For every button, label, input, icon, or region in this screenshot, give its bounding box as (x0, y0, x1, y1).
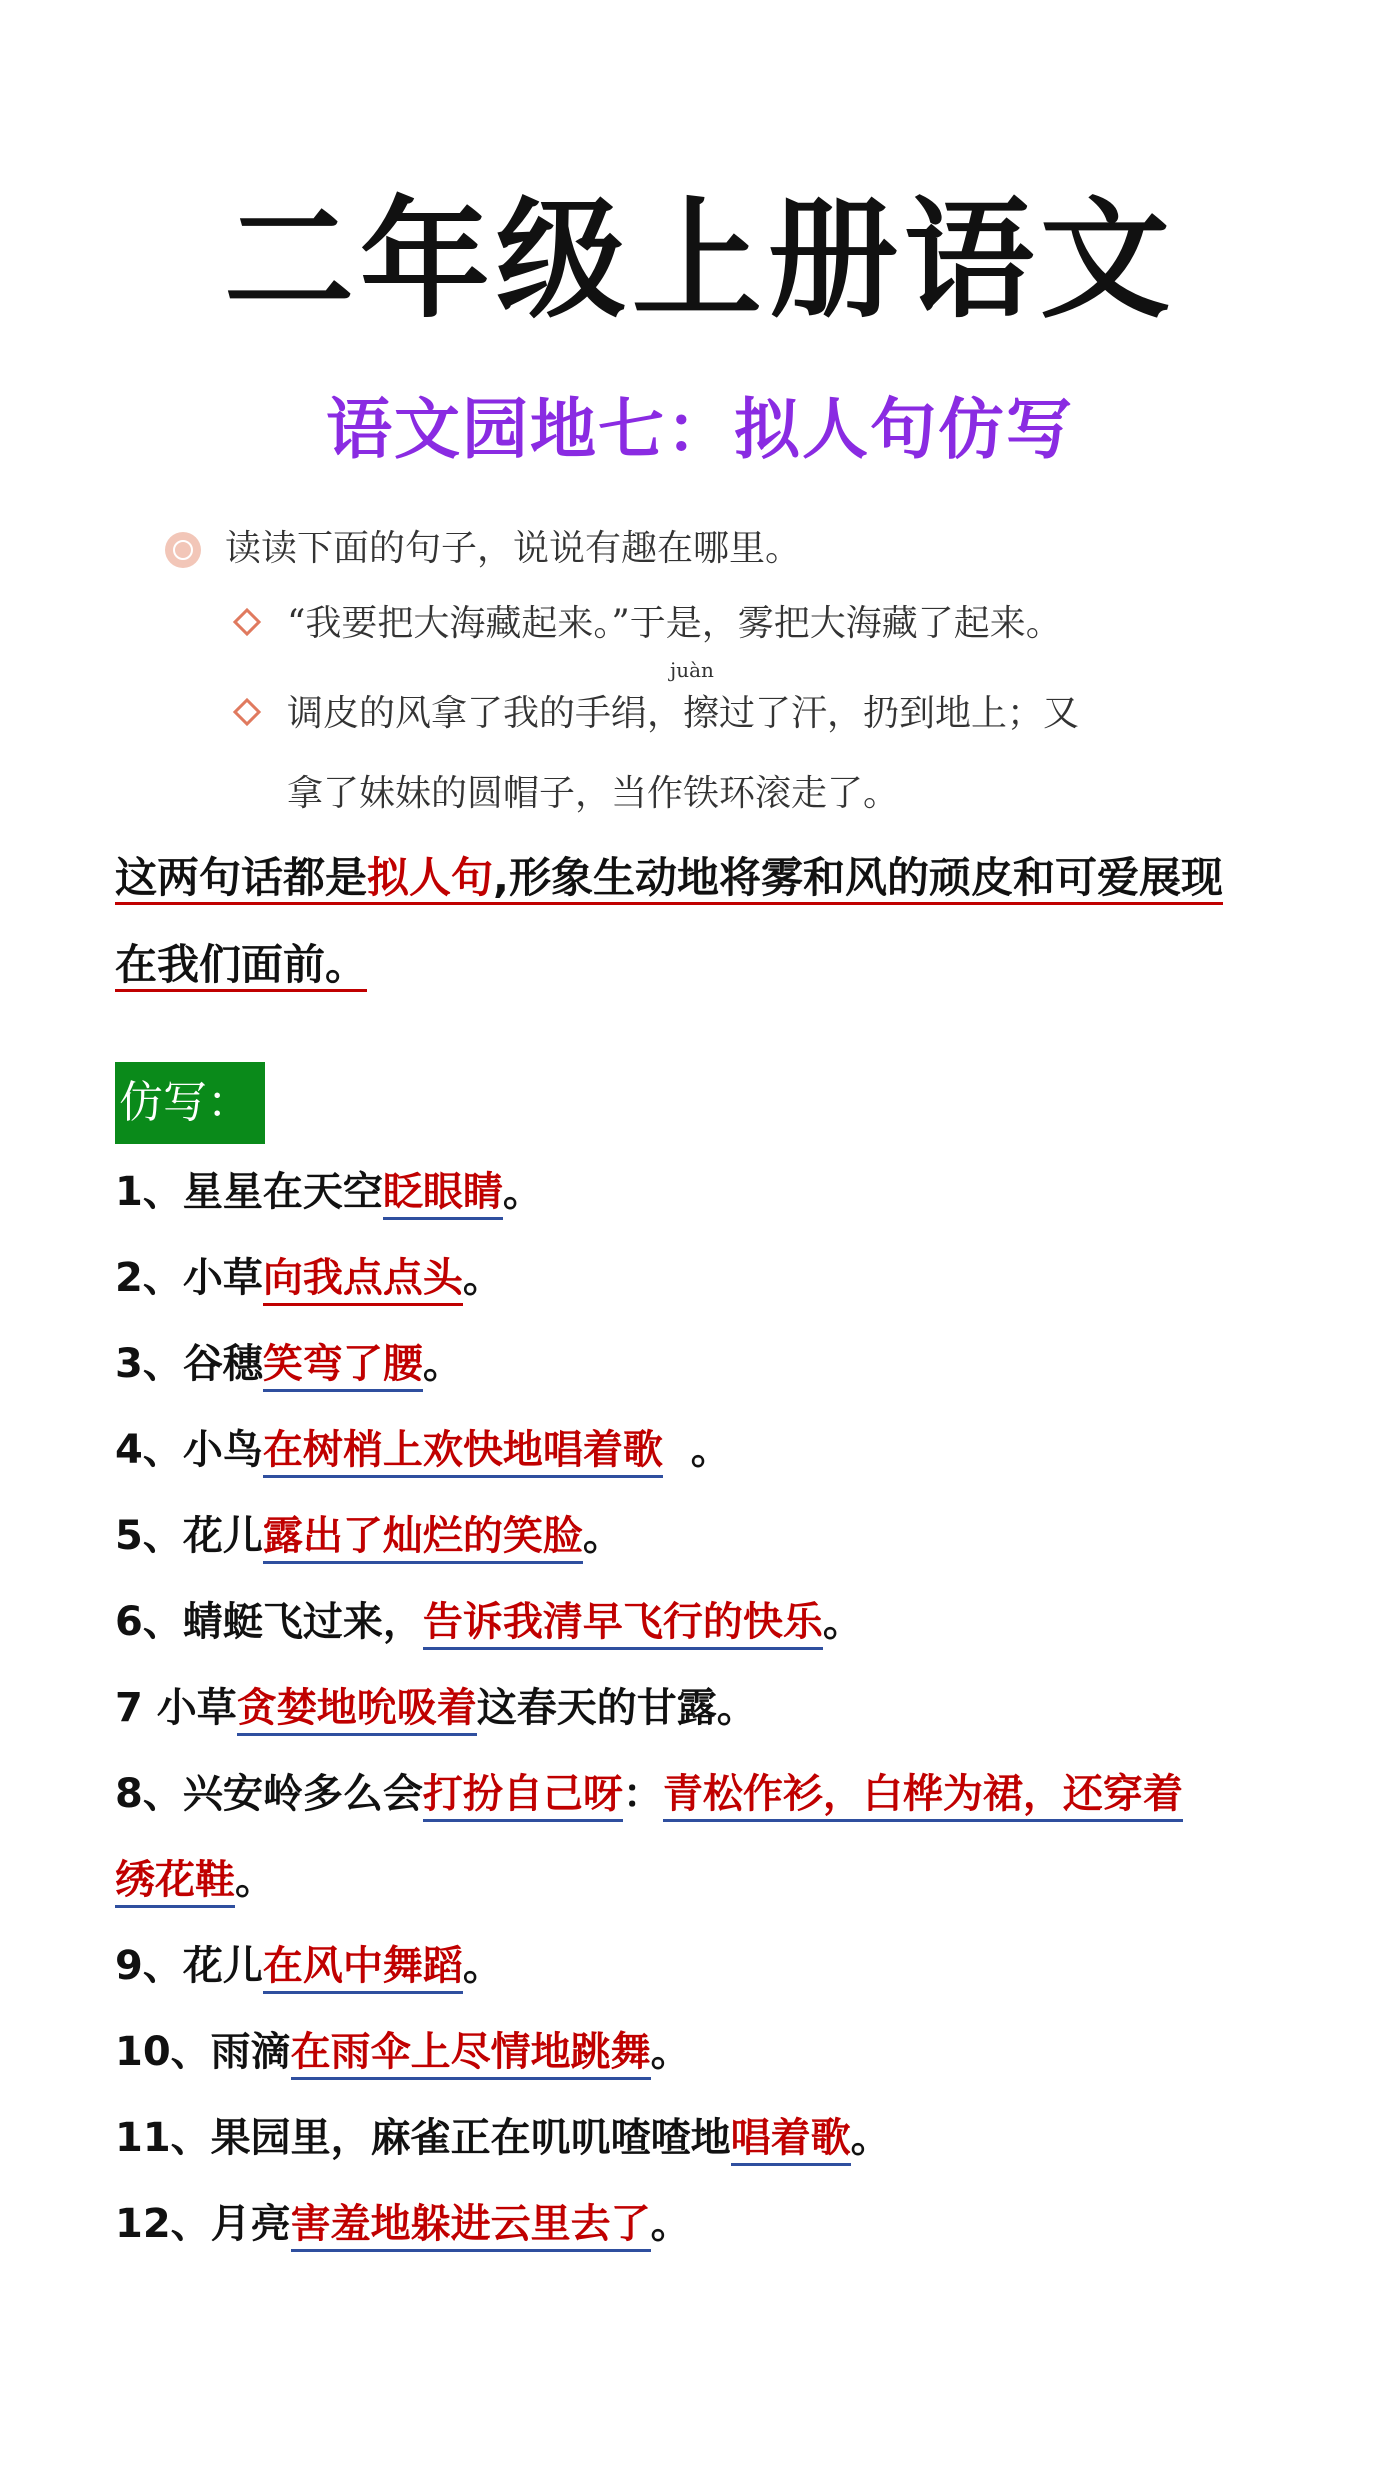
list-item: 2、小草向我点点头。 (115, 1248, 503, 1308)
summary-line-1 (115, 848, 1295, 908)
list-item: 12、月亮害羞地躲进云里去了。 (115, 2194, 691, 2254)
textbook-sentence-2-line-2: 拿了妹妹的圆帽子，当作铁环滚走了。 (287, 773, 900, 814)
summary-text: 这两句话都是 (115, 853, 368, 902)
imitate-label: 仿写： (115, 1062, 265, 1144)
list-item: 7 小草贪婪地吮吸着这春天的甘露。 (115, 1678, 757, 1738)
list-item-continued: 绣花鞋。 (115, 1850, 275, 1910)
answer-fill: 在树梢上欢快地唱着歌 (263, 1427, 663, 1478)
answer-fill: 告诉我清早飞行的快乐 (423, 1599, 823, 1650)
answer-fill: 眨眼睛 (383, 1169, 503, 1220)
answer-fill: 青松作衫，白桦为裙，还穿着 (663, 1771, 1183, 1822)
list-item: 4、小鸟在树梢上欢快地唱着歌 。 (115, 1420, 731, 1480)
answer-fill: 贪婪地吮吸着 (237, 1685, 477, 1736)
list-item: 10、雨滴在雨伞上尽情地跳舞。 (115, 2022, 691, 2082)
summary-text: 在我们面前。 (115, 940, 367, 992)
answer-fill: 在雨伞上尽情地跳舞 (291, 2029, 651, 2080)
page-title: 二年级上册语文 (223, 184, 1176, 336)
answer-fill: 绣花鞋 (115, 1857, 235, 1908)
answer-fill: 唱着歌 (731, 2115, 851, 2166)
answer-fill: 向我点点头 (263, 1255, 463, 1306)
instruction-text: 读读下面的句子，说说有趣在哪里。 (225, 528, 802, 569)
list-item: 5、花儿露出了灿烂的笑脸。 (115, 1506, 623, 1566)
textbook-sentence-1: “我要把大海藏起来。”于是，雾把大海藏了起来。 (287, 603, 1062, 644)
summary-text: ,形象生动地将雾和风的顽皮和可爱展现 (493, 853, 1223, 902)
answer-fill: 在风中舞蹈 (263, 1943, 463, 1994)
diamond-bullet-icon (233, 698, 261, 726)
answer-fill: 害羞地躲进云里去了 (291, 2201, 651, 2252)
answer-fill: 笑弯了腰 (263, 1341, 423, 1392)
list-item: 8、兴安岭多么会打扮自己呀：青松作衫，白桦为裙，还穿着 (115, 1764, 1183, 1824)
diamond-bullet-icon (233, 608, 261, 636)
summary-line-2 (115, 935, 1295, 995)
list-item: 11、果园里，麻雀正在叽叽喳喳地唱着歌。 (115, 2108, 891, 2168)
list-item: 9、花儿在风中舞蹈。 (115, 1936, 503, 1996)
textbook-sentence-2-line-1: 调皮的风拿了我的手绢，擦过了汗，扔到地上；又 (287, 693, 1080, 734)
list-item: 3、谷穗笑弯了腰。 (115, 1334, 463, 1394)
list-item: 1、星星在天空眨眼睛。 (115, 1162, 543, 1222)
answer-fill: 打扮自己呀 (423, 1771, 623, 1822)
page-subtitle: 语文园地七：拟人句仿写 (326, 391, 1074, 468)
summary-highlight: 拟人句 (367, 853, 494, 902)
list-item: 6、蜻蜓飞过来，告诉我清早飞行的快乐。 (115, 1592, 863, 1652)
answer-fill: 露出了灿烂的笑脸 (263, 1513, 583, 1564)
bullet-circle-icon (165, 532, 201, 568)
pinyin-annotation: juàn (670, 658, 714, 682)
